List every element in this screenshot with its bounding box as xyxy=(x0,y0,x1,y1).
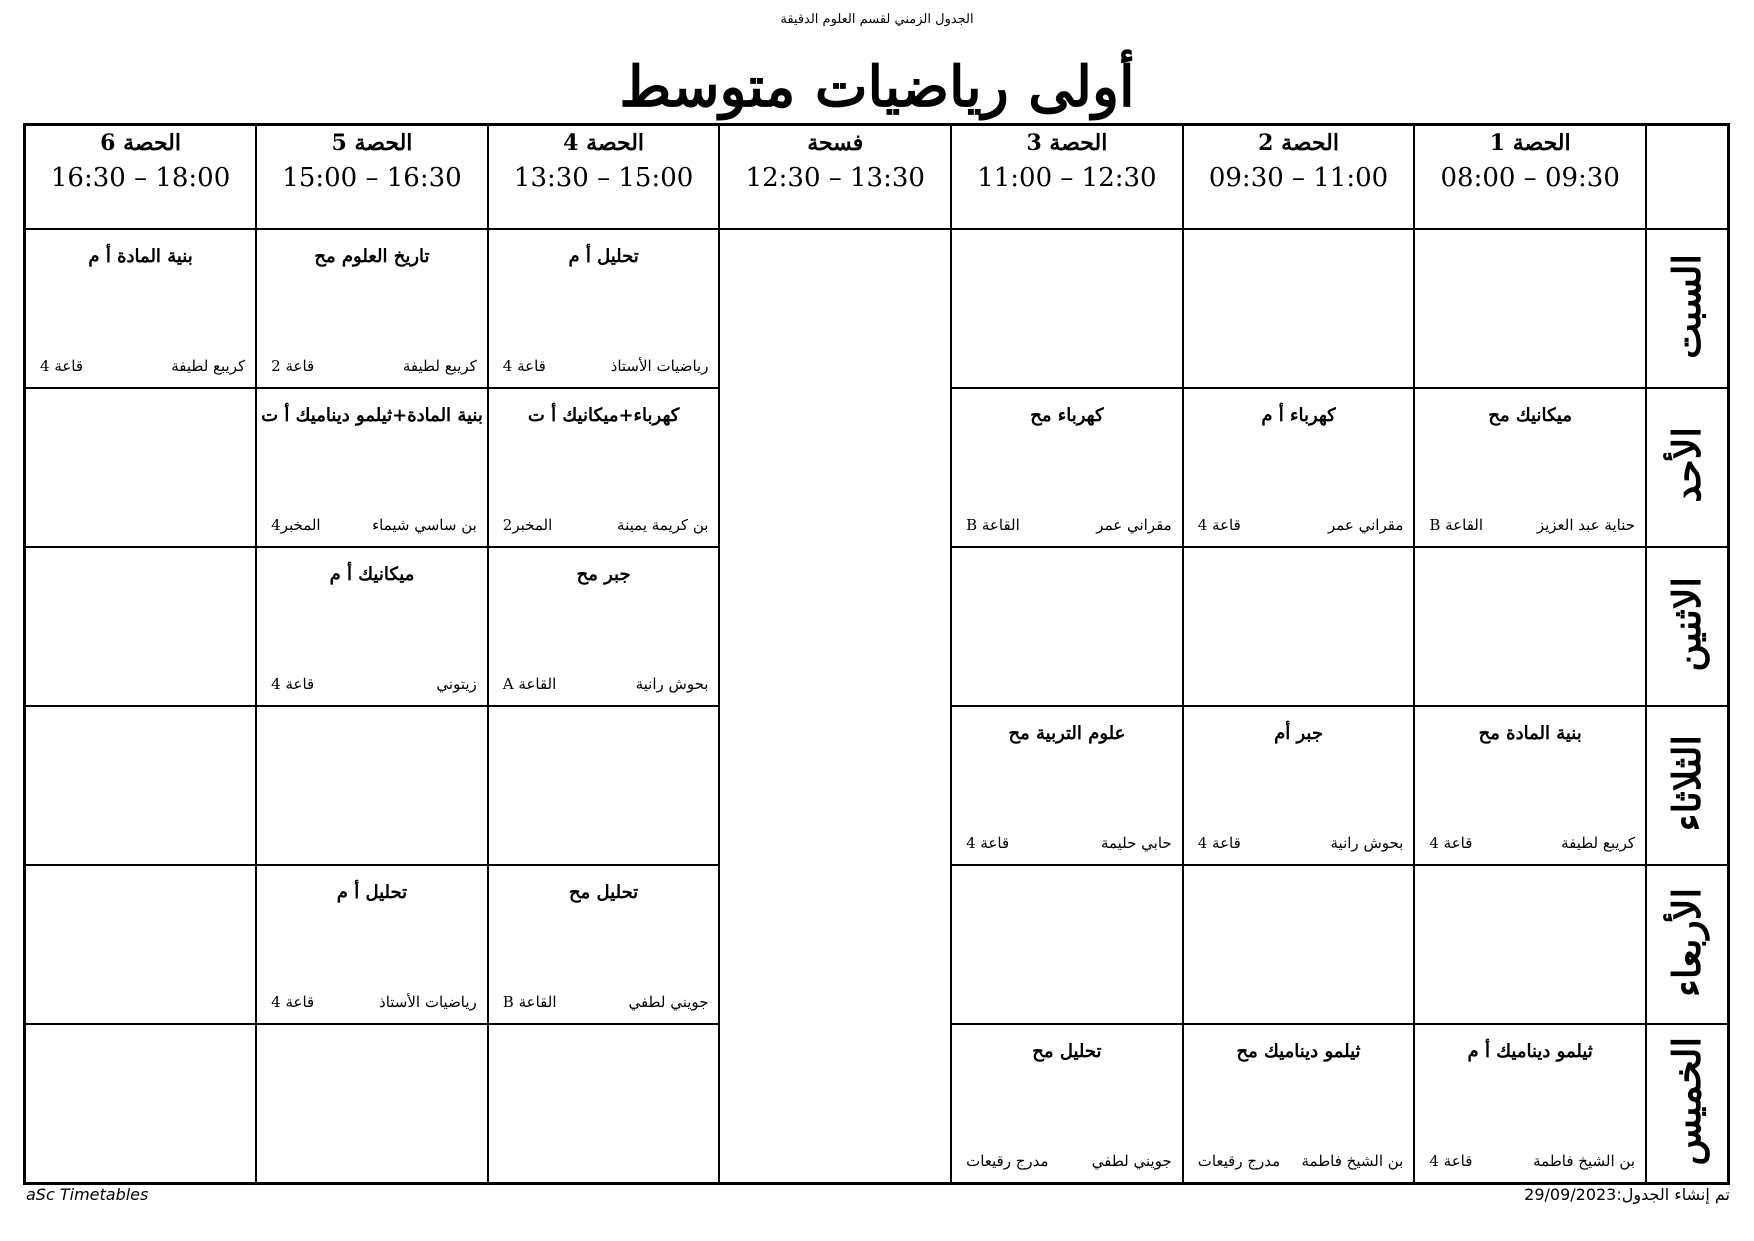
lesson-teacher: بن كريمة يمينة xyxy=(617,515,709,534)
lesson-cell xyxy=(25,547,257,706)
lesson-room: قاعة 4 xyxy=(1429,1151,1473,1170)
lesson-cell xyxy=(25,1024,257,1184)
lesson-subject: كهرباء+ميكانيك أ ت xyxy=(527,404,680,426)
lesson-cell xyxy=(1183,1024,1415,1184)
lesson-room: مدرج رقيعات xyxy=(966,1151,1049,1170)
period-time: 12:30 – 13:30 xyxy=(745,163,925,193)
break-column xyxy=(719,229,951,1184)
lesson-room: قاعة 4 xyxy=(502,356,546,375)
lesson-cell xyxy=(488,1024,720,1184)
lesson-cell xyxy=(1414,706,1646,865)
day-label: الأحد xyxy=(1664,427,1709,503)
period-name: الحصة 4 xyxy=(563,130,645,156)
lesson-cell xyxy=(25,388,257,547)
lesson-cell xyxy=(25,865,257,1024)
page-title: أولى رياضيات متوسط xyxy=(619,54,1135,120)
lesson-teacher: كريبع لطيفة xyxy=(171,356,246,375)
day-cell xyxy=(1646,706,1729,865)
lesson-subject: تحليل مح xyxy=(569,881,639,903)
lesson-teacher: رياضيات الأستاذ xyxy=(379,992,477,1011)
lesson-room: المخبر2 xyxy=(502,515,553,534)
lesson-room: قاعة 4 xyxy=(271,674,315,693)
day-label: الأربعاء xyxy=(1664,887,1709,997)
lesson-subject: تحليل مح xyxy=(1032,1040,1102,1062)
lesson-cell xyxy=(1414,1024,1646,1184)
lesson-teacher: بن ساسي شيماء xyxy=(372,515,477,534)
lesson-subject: بنية المادة+ثيلمو ديناميك أ ت xyxy=(261,404,483,426)
lesson-teacher: كريبع لطيفة xyxy=(402,356,477,375)
lesson-room: القاعة A xyxy=(502,674,557,693)
lesson-cell xyxy=(488,706,720,865)
lesson-room: قاعة 4 xyxy=(1197,833,1241,852)
period-name: الحصة 6 xyxy=(100,130,182,156)
lesson-teacher: رياضيات الأستاذ xyxy=(610,356,709,375)
lesson-room: قاعة 4 xyxy=(271,992,315,1011)
period-time: 08:00 – 09:30 xyxy=(1440,163,1620,193)
timetable xyxy=(23,123,1730,1185)
lesson-teacher: حناية عبد العزيز xyxy=(1536,515,1635,534)
lesson-cell xyxy=(25,706,257,865)
created-date: تم إنشاء الجدول:29/09/2023 xyxy=(1524,1185,1730,1204)
lesson-teacher: كريبع لطيفة xyxy=(1561,833,1635,852)
lesson-cell xyxy=(488,229,720,388)
period-name: فسحة xyxy=(807,130,864,156)
day-cell xyxy=(1646,388,1729,547)
lesson-teacher: جويني لطفي xyxy=(1091,1151,1172,1170)
lesson-subject: كهرباء مح xyxy=(1030,404,1104,426)
lesson-room: القاعة B xyxy=(966,515,1020,534)
lesson-subject: ثيلمو ديناميك مح xyxy=(1236,1040,1361,1062)
day-label: السبت xyxy=(1664,253,1709,359)
lesson-cell xyxy=(951,865,1183,1024)
period-header xyxy=(488,125,720,229)
lesson-cell xyxy=(256,547,488,706)
lesson-room: قاعة 4 xyxy=(40,356,84,375)
lesson-subject: ميكانيك أ م xyxy=(329,563,415,585)
lesson-cell xyxy=(1414,229,1646,388)
day-cell xyxy=(1646,547,1729,706)
lesson-cell xyxy=(1183,229,1415,388)
lesson-teacher: مقراني عمر xyxy=(1096,515,1172,534)
lesson-subject: تحليل أ م xyxy=(336,881,408,903)
lesson-cell xyxy=(1414,865,1646,1024)
period-header xyxy=(25,125,257,229)
period-name: الحصة 3 xyxy=(1026,130,1108,156)
lesson-cell xyxy=(256,229,488,388)
lesson-cell xyxy=(1183,865,1415,1024)
lesson-subject: جبر أم xyxy=(1274,722,1323,744)
lesson-teacher: حابي حليمة xyxy=(1100,833,1172,852)
lesson-teacher: بن الشيخ فاطمة xyxy=(1301,1151,1404,1170)
lesson-subject: بنية المادة مح xyxy=(1478,722,1582,744)
lesson-subject: ميكانيك مح xyxy=(1488,404,1572,426)
lesson-subject: تاريخ العلوم مح xyxy=(314,245,430,267)
period-header xyxy=(256,125,488,229)
period-header xyxy=(951,125,1183,229)
lesson-subject: تحليل أ م xyxy=(568,245,639,267)
lesson-subject: بنية المادة أ م xyxy=(88,245,193,267)
lesson-cell xyxy=(1183,706,1415,865)
generator-label: aSc Timetables xyxy=(26,1185,149,1204)
period-header xyxy=(1183,125,1415,229)
period-header-break xyxy=(719,125,951,229)
day-cell xyxy=(1646,229,1729,388)
corner-cell xyxy=(1646,125,1729,229)
period-time: 09:30 – 11:00 xyxy=(1208,163,1389,193)
lesson-teacher: جويني لطفي xyxy=(628,992,709,1011)
period-name: الحصة 1 xyxy=(1489,130,1571,156)
lesson-cell xyxy=(256,706,488,865)
day-row xyxy=(25,229,1729,388)
lesson-room: قاعة 4 xyxy=(1429,833,1473,852)
day-cell xyxy=(1646,865,1729,1024)
period-header-row xyxy=(25,125,1729,229)
period-time: 15:00 – 16:30 xyxy=(282,163,462,193)
lesson-cell xyxy=(1183,388,1415,547)
lesson-cell xyxy=(951,547,1183,706)
lesson-cell xyxy=(488,547,720,706)
lesson-room: قاعة 4 xyxy=(1197,515,1241,534)
lesson-room: مدرج رقيعات xyxy=(1197,1151,1281,1170)
lesson-cell xyxy=(256,1024,488,1184)
day-label: الثلاثاء xyxy=(1664,734,1709,832)
lesson-subject: ثيلمو ديناميك أ م xyxy=(1467,1040,1593,1062)
lesson-subject: كهرباء أ م xyxy=(1261,404,1336,426)
lesson-cell xyxy=(25,229,257,388)
lesson-teacher: بن الشيخ فاطمة xyxy=(1533,1151,1635,1170)
lesson-teacher: بحوش رانية xyxy=(1330,833,1404,852)
period-header xyxy=(1414,125,1646,229)
period-name: الحصة 2 xyxy=(1258,130,1339,156)
lesson-subject: علوم التربية مح xyxy=(1008,722,1126,744)
lesson-teacher: مقراني عمر xyxy=(1327,515,1404,534)
lesson-room: المخبر4 xyxy=(271,515,321,534)
lesson-cell xyxy=(1183,547,1415,706)
lesson-room: قاعة 4 xyxy=(966,833,1010,852)
lesson-cell xyxy=(488,388,720,547)
page-caption: الجدول الزمني لقسم العلوم الدقيقة xyxy=(780,12,974,27)
lesson-cell xyxy=(951,706,1183,865)
period-name: الحصة 5 xyxy=(331,130,413,156)
lesson-cell xyxy=(256,388,488,547)
lesson-teacher: زيتوني xyxy=(436,674,477,693)
lesson-cell xyxy=(488,865,720,1024)
lesson-cell xyxy=(256,865,488,1024)
period-time: 11:00 – 12:30 xyxy=(977,163,1157,193)
lesson-room: القاعة B xyxy=(502,992,557,1011)
lesson-room: القاعة B xyxy=(1429,515,1484,534)
lesson-subject: جبر مح xyxy=(576,563,631,585)
lesson-cell xyxy=(1414,388,1646,547)
day-label: الاثنين xyxy=(1664,576,1709,672)
lesson-teacher: بحوش رانية xyxy=(635,674,709,693)
day-label: الخميس xyxy=(1664,1036,1709,1166)
day-cell xyxy=(1646,1024,1729,1184)
period-time: 13:30 – 15:00 xyxy=(513,163,694,193)
lesson-cell xyxy=(951,388,1183,547)
period-time: 16:30 – 18:00 xyxy=(50,163,231,193)
lesson-cell xyxy=(951,1024,1183,1184)
lesson-cell xyxy=(1414,547,1646,706)
lesson-cell xyxy=(951,229,1183,388)
lesson-room: قاعة 2 xyxy=(271,356,315,375)
